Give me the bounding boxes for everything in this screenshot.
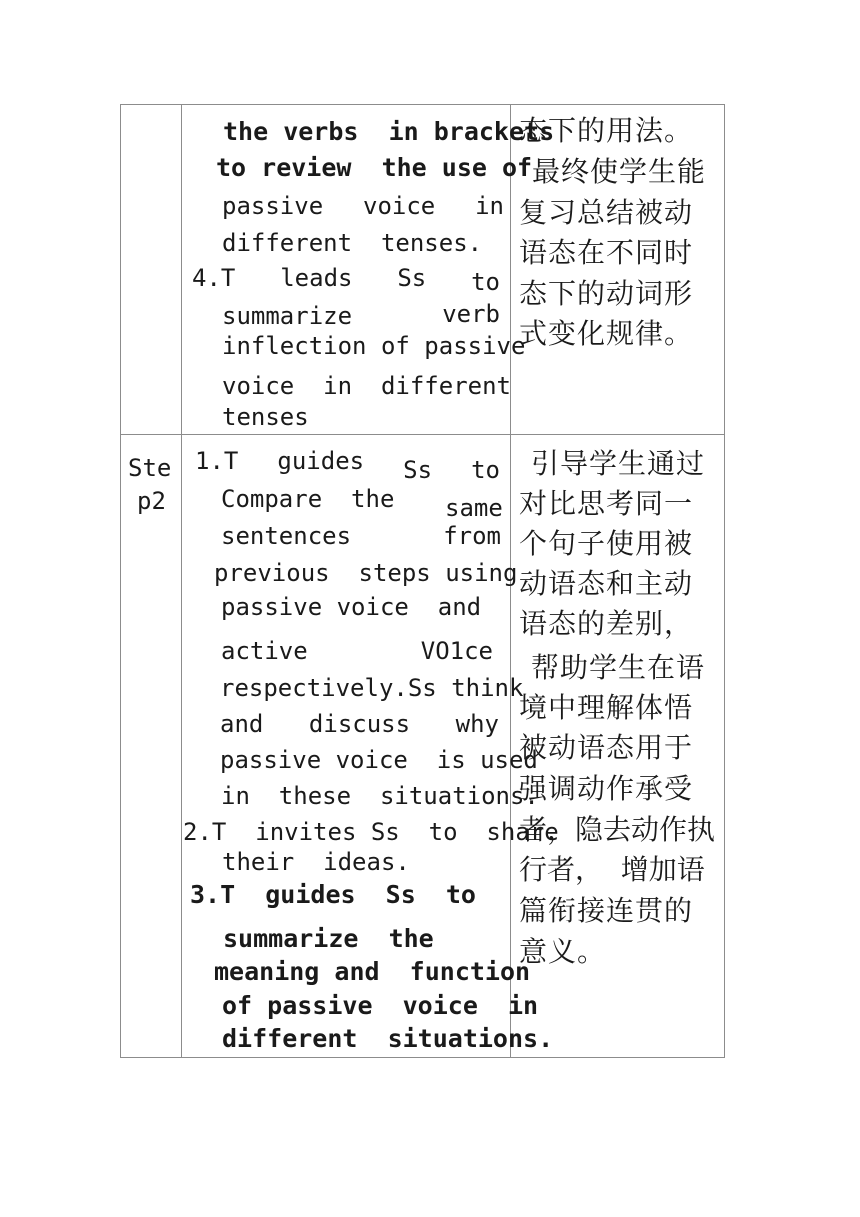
activity-line: their ideas. <box>222 848 410 876</box>
activity-line-justified <box>192 263 500 296</box>
activity-line-justified <box>221 521 501 551</box>
word: and <box>220 710 264 738</box>
activity-line-justified <box>222 299 500 329</box>
table-bottom-border <box>120 1057 725 1058</box>
activity-line: in these situations. <box>221 782 539 810</box>
purpose-line: 者，隐去动作执 <box>519 813 716 846</box>
activity-line: tenses <box>222 403 309 431</box>
word: 1.T <box>195 447 239 475</box>
activity-line: passive voice and <box>221 593 482 621</box>
purpose-line: 语态的差别， <box>519 607 694 640</box>
activity-line: meaning and function <box>214 957 531 986</box>
purpose-line: 意义。 <box>519 935 607 968</box>
word: active <box>221 637 308 665</box>
activity-line: 2.T invites Ss to share <box>183 818 559 846</box>
word: to <box>471 268 500 296</box>
word: Ss <box>403 456 433 484</box>
activity-line: previous steps using <box>214 559 518 587</box>
activity-line-justified <box>195 446 500 484</box>
activity-line: same <box>445 494 503 522</box>
word: discuss <box>308 710 411 738</box>
activity-line-justified <box>222 191 504 221</box>
purpose-line: 态下的用法。 <box>519 114 694 147</box>
activity-line: respectively.Ss think <box>220 674 524 702</box>
purpose-line: 式变化规律。 <box>519 317 694 350</box>
purpose-line: 复习总结被动 <box>519 196 694 229</box>
word: guides <box>277 447 365 475</box>
purpose-line: 语态在不同时 <box>519 236 694 269</box>
purpose-line: 行者， 增加语 <box>519 853 705 886</box>
purpose-line: 境中理解体悟 <box>519 691 694 724</box>
purpose-line: 态下的动词形 <box>519 277 694 310</box>
purpose-line: 动语态和主动 <box>519 567 694 600</box>
activity-line: to review the use of <box>216 153 533 182</box>
purpose-line: 最终使学生能 <box>532 155 707 188</box>
activity-line: the verbs in brackets <box>223 117 555 146</box>
activity-line-justified <box>220 709 499 739</box>
purpose-line: 篇衔接连贯的 <box>519 894 694 927</box>
word: voice <box>363 192 436 220</box>
activity-line: inflection of passive <box>222 332 526 360</box>
purpose-line: 个句子使用被 <box>519 527 694 560</box>
activity-line: Compare the <box>221 485 395 513</box>
word: verb <box>442 300 500 328</box>
table-top-border <box>120 104 725 105</box>
word: VO1ce <box>420 637 493 665</box>
word: passive <box>222 192 324 220</box>
step-label: p2 <box>137 487 166 515</box>
word: summarize <box>222 302 353 330</box>
word: leads <box>280 264 353 292</box>
purpose-line: 被动语态用于 <box>519 731 694 764</box>
purpose-line: 对比思考同一 <box>519 487 694 520</box>
activity-line-justified <box>221 636 493 666</box>
activity-line: passive voice is used <box>220 746 538 774</box>
purpose-line: 帮助学生在语 <box>531 651 706 684</box>
table-left-border <box>120 104 121 1058</box>
activity-line: summarize the <box>223 924 434 953</box>
word: why <box>455 710 499 738</box>
row-divider <box>120 434 725 435</box>
word: from <box>443 522 501 550</box>
activity-line: different tenses. <box>222 229 483 257</box>
table-right-border <box>724 104 725 1058</box>
word: to <box>471 456 500 484</box>
purpose-line: 引导学生通过 <box>531 447 706 480</box>
purpose-line: 强调动作承受 <box>519 772 694 805</box>
word: 4.T <box>192 264 236 292</box>
activity-line: voice in different <box>222 372 511 400</box>
word: Ss <box>397 264 427 292</box>
activity-line: different situations. <box>222 1024 554 1053</box>
word: sentences <box>221 522 352 550</box>
activity-line: 3.T guides Ss to <box>190 880 476 909</box>
column-divider-1 <box>181 104 182 1058</box>
word: in <box>475 192 504 220</box>
step-label: Ste <box>128 454 172 482</box>
activity-line: of passive voice in <box>222 991 539 1020</box>
